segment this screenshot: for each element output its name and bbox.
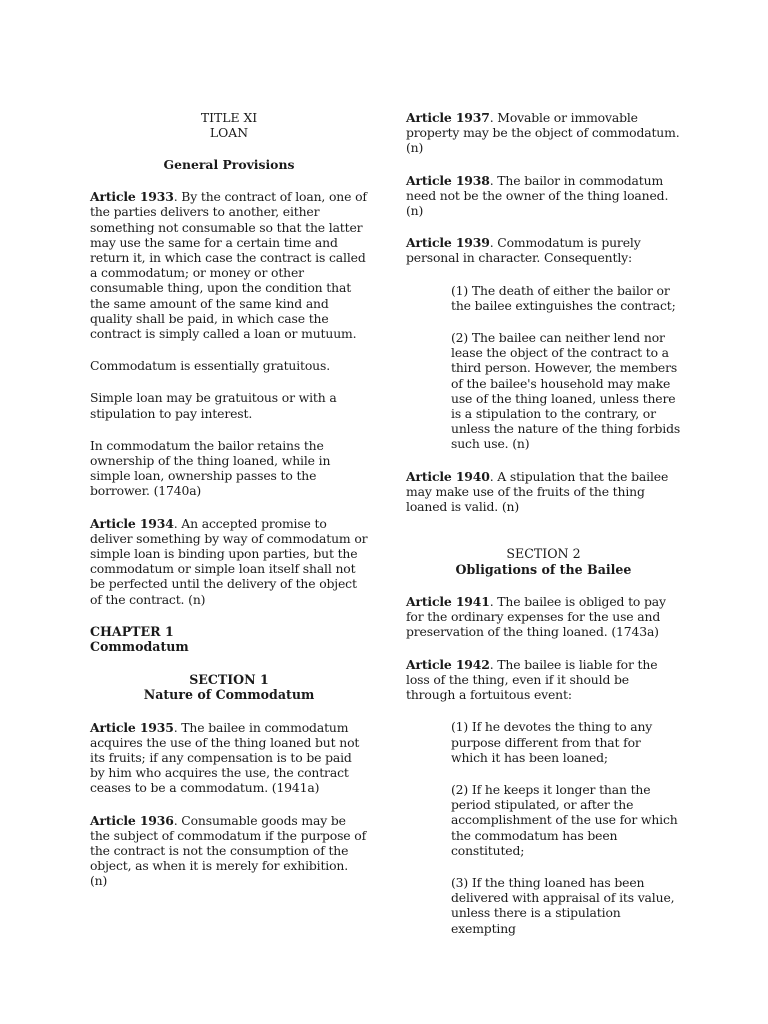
article-1940-label: Article 1940 [406, 468, 490, 484]
article-1941-label: Article 1941 [406, 594, 490, 610]
article-1934-label: Article 1934 [90, 515, 174, 531]
article-1936 [90, 813, 368, 889]
chapter-number: CHAPTER 1 [90, 623, 174, 639]
article-1940-text: . A stipulation that the bailee may make use of the fruits of the thing loaned is valid. (n) [406, 468, 669, 515]
article-1935-label: Article 1935 [90, 719, 174, 735]
article-1937-text: . Movable or immovable property may be the object of commodatum. (n) [406, 110, 680, 156]
right-column [406, 110, 681, 953]
article-1942-label: Article 1942 [406, 656, 490, 672]
article-1933-label: Article 1933 [90, 189, 174, 205]
article-1933 [90, 189, 368, 341]
section-1-number: SECTION 1 [189, 671, 269, 687]
article-1937-label: Article 1937 [406, 110, 490, 125]
article-1935 [90, 720, 368, 796]
paragraph-simple-loan: Simple loan may be gratuitous or with a stipulation to pay interest. [90, 390, 337, 421]
left-column [90, 110, 368, 906]
article-1936-text: . Consumable goods may be the subject of commodatum if the purpose of the contract is not the consumption of the object, as when it is merely for exhibition. (n) [90, 812, 367, 889]
article-1937 [406, 110, 681, 156]
article-1941 [406, 594, 681, 640]
article-1942-item-3: (3) If the thing loaned has been delivered with appraisal of its value, unless there is a stipulation exempting [451, 874, 675, 936]
section-1-title: Nature of Commodatum [143, 687, 315, 703]
article-1938 [406, 173, 681, 219]
general-provisions-heading: General Provisions [163, 156, 295, 172]
article-1935-text: . The bailee in commodatum acquires the use of the thing loaned but not its fruits; if any compensation is to be paid by him who acquires the use, the contract ceases to be a commodatum. (1941a) [90, 719, 360, 796]
article-1939-label: Article 1939 [406, 235, 490, 251]
article-1938-label: Article 1938 [406, 172, 490, 188]
chapter-heading [90, 624, 368, 655]
article-1939 [406, 235, 681, 265]
section-2-number: SECTION 2 [506, 546, 581, 562]
title-number: TITLE XI [200, 110, 258, 125]
article-1939-item-1: (1) The death of either the bailor or the bailee extinguishes the contract; [451, 282, 676, 313]
article-1942-text: . The bailee is liable for the loss of the thing, even if it should be through a fortuitous event: [406, 656, 658, 703]
article-1939-item-2: (2) The bailee can neither lend nor lease the object of the contract to a third person. However, the members of the bailee's household may make use of the thing loaned, unless there is a stipulation to the contrary, or unless the nature of the thing forbids such use. (n) [451, 330, 681, 452]
chapter-title: Commodatum [90, 639, 189, 655]
article-1939-text: . Commodatum is purely personal in character. Consequently: [406, 235, 641, 266]
article-1940 [406, 469, 681, 515]
article-1934-text: . An accepted promise to deliver something by way of commodatum or simple loan is binding upon parties, but the commodatum or simple loan itself shall not be perfected until the delivery of the object of the contract. (n) [90, 515, 368, 607]
article-1941-text: . The bailee is obliged to pay for the ordinary expenses for the use and preservation of the thing loaned. (1743a) [406, 594, 666, 640]
paragraph-commodatum: Commodatum is essentially gratuitous. [90, 358, 331, 374]
article-1934 [90, 516, 368, 607]
article-1938-text: . The bailor in commodatum need not be the owner of the thing loaned. (n) [406, 172, 669, 219]
title-name: LOAN [209, 125, 249, 141]
section-2-heading [406, 546, 681, 577]
article-1942-item-2: (2) If he keeps it longer than the period stipulated, or after the accomplishment of the use for which the commodatum has been constituted; [451, 781, 678, 858]
article-1936-label: Article 1936 [90, 812, 174, 828]
article-1933-text: . By the contract of loan, one of the parties delivers to another, either something not consumable so that the latter may use the same for a certain time and return it, in which case the contract is called a commodatum; or money or other consumable thing, upon the condition that the same amount of the same kind and quality shall be paid, in which case the contract is simply called a loan or mutuum. [90, 189, 367, 342]
paragraph-bailor: In commodatum the bailor retains the ownership of the thing loaned, while in simple loan, ownership passes to the borrower. (1740a) [90, 437, 331, 499]
article-1942 [406, 657, 681, 703]
section-2-title: Obligations of the Bailee [455, 561, 632, 577]
article-1942-item-1: (1) If he devotes the thing to any purpose different from that for which it has been loaned; [451, 719, 653, 765]
section-1-heading [90, 672, 368, 703]
